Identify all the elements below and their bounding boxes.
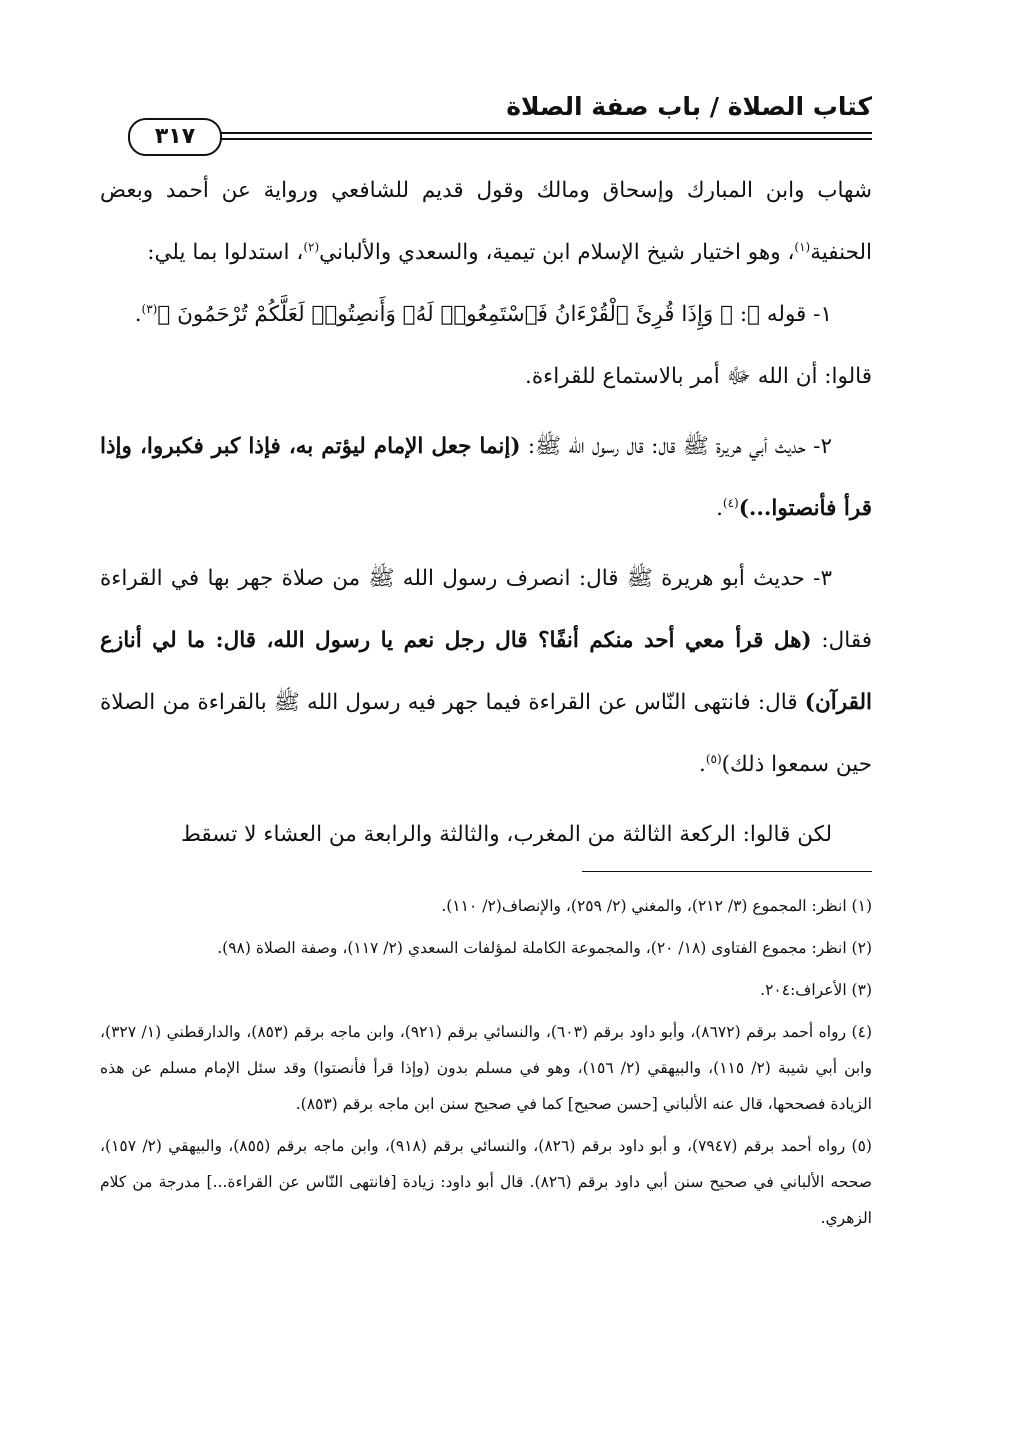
footnote-ref[interactable]: (٥)	[705, 751, 722, 766]
text-run: .	[134, 302, 142, 327]
footnotes	[100, 888, 872, 1242]
text-run: ، وهو اختيار شيخ الإسلام ابن تيمية، والسعدي والألباني	[319, 240, 795, 265]
footnote-ref[interactable]: (٤)	[722, 495, 739, 510]
footnote-ref[interactable]: (١)	[794, 239, 811, 254]
evidence-item-2	[100, 416, 872, 540]
footnote-separator	[582, 871, 872, 872]
footnote: (٢) انظر: مجموع الفتاوى (١٨/ ٢٠)، والمجموعة الكاملة لمؤلفات السعدي (٢/ ١١٧)، وصفة الصلاة (٩٨).	[217, 939, 872, 957]
evidence-item-1	[100, 284, 872, 346]
text-run: .	[698, 752, 706, 777]
header-rule-line	[210, 138, 872, 140]
paragraph	[100, 804, 872, 866]
running-header: كتاب الصلاة / باب صفة الصلاة	[506, 92, 872, 121]
paragraph	[100, 160, 872, 284]
footnote: (٤) رواه أحمد برقم (٨٦٧٢)، وأبو داود برقم (٦٠٣)، والنسائي برقم (٩٢١)، وابن ماجه برقم (٨٥٣)، والدارقطني (١/ ٣٢٧)، وابن أبي شيبة (٢/ ١١٥)، والبيهقي (٢/ ١٥٦)، وهو في مسلم بدون (وإذا قرأ فأنصتوا) وقد سئل الإمام مسلم عن هذه الزيادة فصححها، قال عنه الألباني [حسن صحيح] كما في صحيح سنن ابن ماجه برقم (٨٥٣).	[100, 1023, 872, 1113]
page-number: ٣١٧	[128, 118, 222, 156]
header-rule-line	[210, 132, 872, 134]
text-run: ٣- حديث أبو هريرة ﷺ قال: انصرف رسول الله ﷺ من صلاة جهر بها في القراءة فقال:	[100, 566, 872, 653]
footnote-ref[interactable]: (٣)	[141, 301, 158, 316]
footnote: (١) انظر: المجموع (٣/ ٢١٢)، والمغني (٢/ ٢٥٩)، والإنصاف(٢/ ١١٠).	[441, 897, 872, 915]
text-run: ١- قوله ﷻ: ﴿ وَإِذَا قُرِئَ ٱلْقُرْءَانُ فَٱسْتَمِعُوا۟ لَهُۥ وَأَنصِتُوا۟ لَعَلَّكُمْ تُرْحَمُونَ ﴾	[157, 302, 832, 327]
hadith-quote: (إنما جعل الإمام ليؤتم به، فإذا كبر فكبروا، وإذا قرأ فأنصتوا...)	[100, 434, 872, 521]
hadith-quote: (هل قرأ معي أحد منكم أنفًا؟ قال رجل نعم يا رسول الله، قال: ما لي أنازع القرآن)	[100, 628, 872, 715]
text-run: .	[716, 496, 723, 521]
text-run: ٢- حديث أبي هريرة ﷺ قال: قال رسول الله ﷺ:	[520, 434, 832, 459]
text-run: قالوا: أن الله ﷻ أمر بالاستماع للقراءة.	[525, 364, 872, 389]
text-run: قال: فانتهى النّاس عن القراءة فيما جهر فيه رسول الله ﷺ بالقراءة من الصلاة حين سمعوا ذلك)	[100, 690, 872, 777]
evidence-item-3	[100, 548, 872, 796]
footnote-ref[interactable]: (٢)	[303, 239, 320, 254]
paragraph	[100, 346, 872, 408]
text-run: شهاب وابن المبارك وإسحاق ومالك وقول قديم للشافعي ورواية عن أحمد وبعض الحنفية	[100, 178, 872, 265]
main-text	[100, 160, 872, 866]
text-run: ، استدلوا بما يلي:	[147, 240, 304, 265]
text-run: لكن قالوا: الركعة الثالثة من المغرب، والثالثة والرابعة من العشاء لا تسقط	[180, 822, 832, 847]
footnote: (٥) رواه أحمد برقم (٧٩٤٧)، و أبو داود برقم (٨٢٦)، والنسائي برقم (٩١٨)، وابن ماجه برقم (٨٥٥)، والبيهقي (٢/ ١٥٧)، صححه الألباني في صحيح سنن أبي داود برقم (٨٢٦). قال أبو داود: زيادة [فانتهى النّاس عن القراءة...] مدرجة من كلام الزهري.	[100, 1137, 873, 1227]
footnote: (٣) الأعراف:٢٠٤.	[760, 981, 872, 999]
